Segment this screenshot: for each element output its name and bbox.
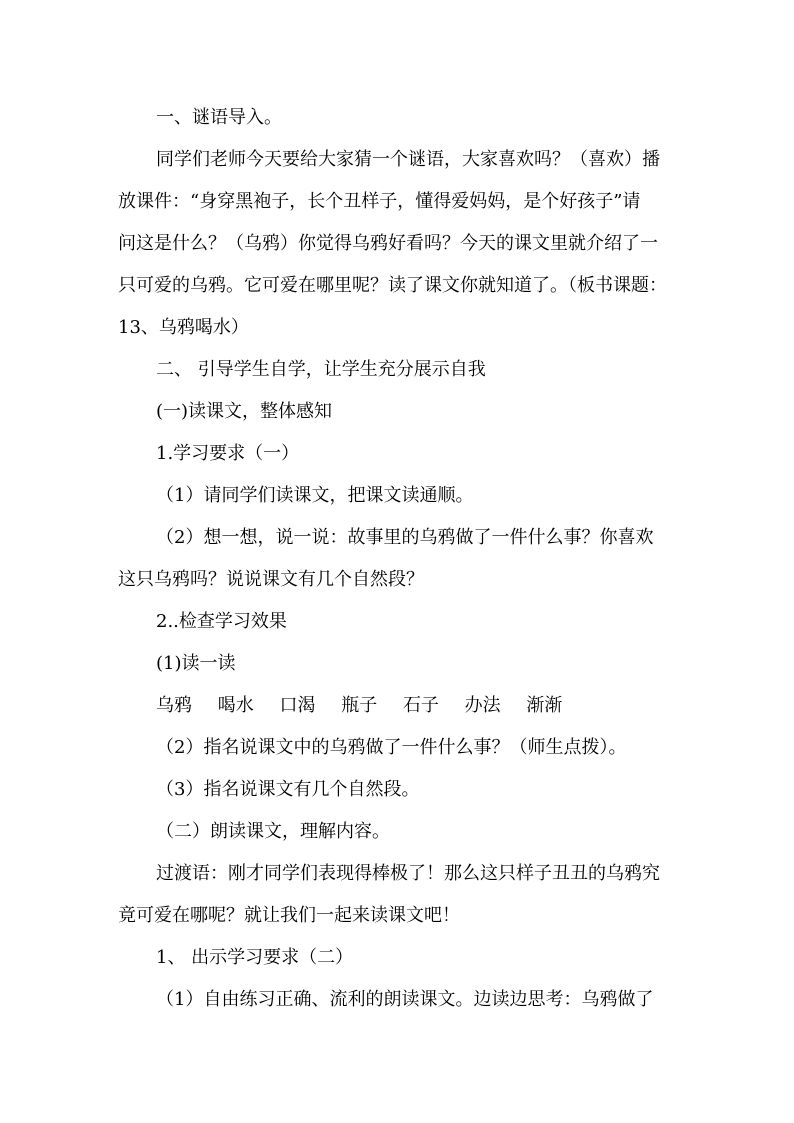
paragraph-line: 放课件：“身穿黑袍子，长个丑样子，懂得爱妈妈，是个好孩子”请 — [118, 191, 641, 212]
list-heading: 2..检查学习效果 — [156, 611, 287, 632]
paragraph-line: 只可爱的乌鸦。它可爱在哪里呢？读了课文你就知道了。（板书课题： — [118, 275, 667, 296]
list-item: （3）指名说课文有几个自然段。 — [156, 779, 420, 800]
paragraph-line: 13、乌鸦喝水） — [118, 317, 249, 338]
vocab-word: 渐渐 — [526, 695, 563, 716]
heading-riddle-intro: 一、谜语导入。 — [156, 107, 282, 128]
list-item: （1）请同学们读课文，把课文读通顺。 — [156, 485, 474, 506]
vocabulary-row — [156, 694, 582, 718]
list-item: （2）指名说课文中的乌鸦做了一件什么事？（师生点拨）。 — [156, 737, 627, 758]
list-item: （2）想一想，说一说：故事里的乌鸦做了一件什么事？你喜欢 — [156, 527, 654, 548]
paragraph-line: 问这是什么？（乌鸦）你觉得乌鸦好看吗？今天的课文里就介绍了一 — [118, 233, 658, 254]
vocab-word: 乌鸦 — [156, 695, 192, 716]
subheading-read-aloud: （二）朗读课文，理解内容。 — [156, 821, 390, 842]
list-heading: 1、 出示学习要求（二） — [156, 947, 354, 968]
list-item-continuation: 这只乌鸦吗？说说课文有几个自然段？ — [118, 569, 424, 590]
vocab-word: 石子 — [402, 695, 439, 716]
paragraph-line: 竟可爱在哪呢？就让我们一起来读课文吧！ — [118, 905, 460, 926]
subheading-read-text: (一)读课文，整体感知 — [156, 401, 333, 422]
list-item: （1）自由练习正确、流利的朗读课文。边读边思考：乌鸦做了 — [156, 989, 654, 1010]
list-heading: 1.学习要求（一） — [156, 443, 300, 464]
paragraph-line: 同学们老师今天要给大家猜一个谜语，大家喜欢吗？（喜欢）播 — [156, 149, 660, 170]
paragraph-line: 过渡语：刚才同学们表现得棒极了！那么这只样子丑丑的乌鸦究 — [156, 863, 660, 884]
heading-self-study: 二、 引导学生自学，让学生充分展示自我 — [156, 359, 486, 380]
vocab-word: 瓶子 — [341, 695, 378, 716]
vocab-word: 口渴 — [279, 695, 316, 716]
vocab-word: 喝水 — [217, 695, 254, 716]
list-item: (1)读一读 — [156, 653, 236, 674]
vocab-word: 办法 — [464, 695, 501, 716]
